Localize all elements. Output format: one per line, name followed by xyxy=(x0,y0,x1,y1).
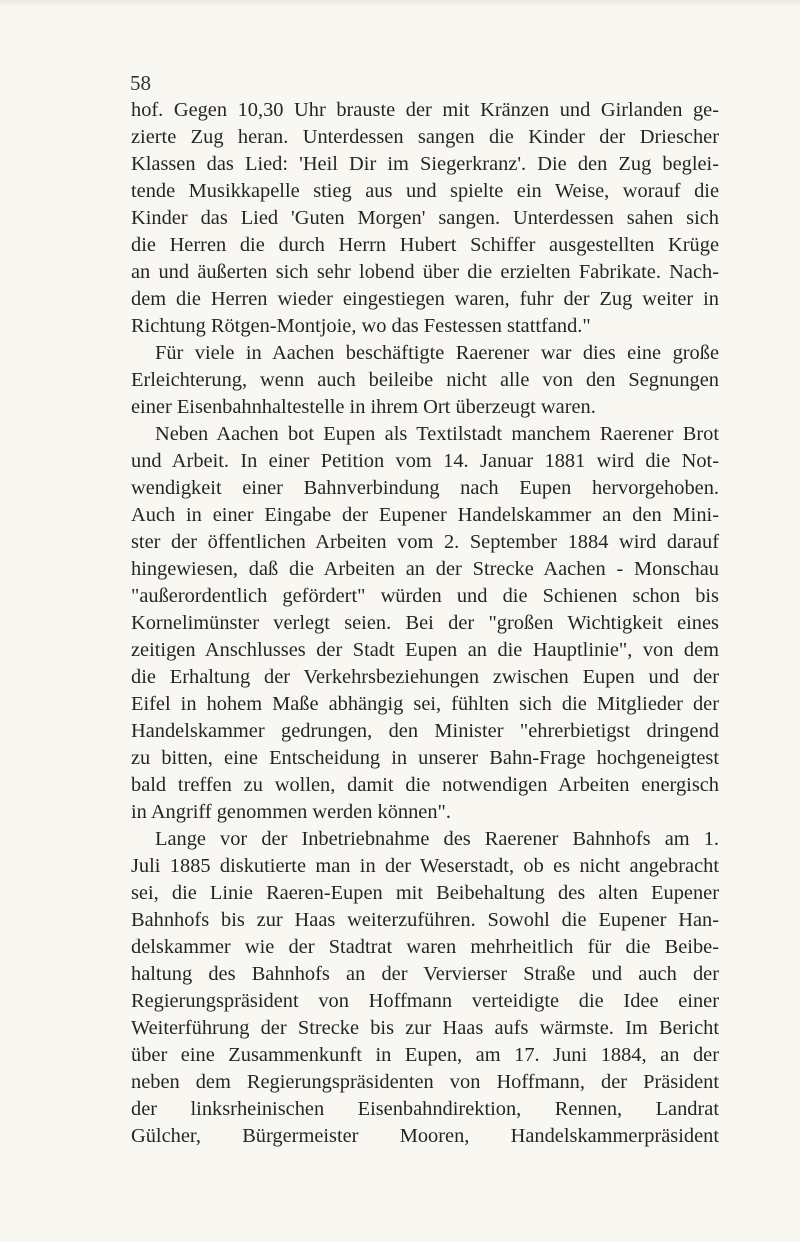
text-line: dem die Herren wieder eingestiegen waren, fuhr der Zug weiter in xyxy=(131,288,719,310)
text-line: Richtung Rötgen-Montjoie, wo das Festessen stattfand." xyxy=(131,315,591,337)
text-line: Klassen das Lied: 'Heil Dir im Siegerkranz'. Die den Zug beglei- xyxy=(131,153,719,175)
text-line: Weiterführung der Strecke bis zur Haas aufs wärmste. Im Bericht xyxy=(131,1017,719,1039)
text-line: hingewiesen, daß die Arbeiten an der Strecke Aachen - Monschau xyxy=(131,558,719,580)
text-line: neben dem Regierungspräsidenten von Hoffmann, der Präsident xyxy=(131,1071,719,1093)
text-line: Auch in einer Eingabe der Eupener Handelskammer an den Mini- xyxy=(131,504,719,526)
text-line: Für viele in Aachen beschäftigte Raerener war dies eine große xyxy=(155,342,719,364)
paragraph xyxy=(131,340,719,421)
text-line: zeitigen Anschlusses der Stadt Eupen an die Hauptlinie", von dem xyxy=(131,639,719,661)
paragraph xyxy=(131,97,719,340)
text-line: "außerordentlich gefördert" würden und die Schienen schon bis xyxy=(131,585,719,607)
text-line: haltung des Bahnhofs an der Vervierser Straße und auch der xyxy=(131,963,719,985)
text-line: Kornelimünster verlegt seien. Bei der "großen Wichtigkeit eines xyxy=(131,612,719,634)
text-line: über eine Zusammenkunft in Eupen, am 17. Juni 1884, an der xyxy=(131,1044,719,1066)
text-line: bald treffen zu wollen, damit die notwendigen Arbeiten energisch xyxy=(131,774,719,796)
text-line: Eifel in hohem Maße abhängig sei, fühlten sich die Mitglieder der xyxy=(131,693,719,715)
text-line: Regierungspräsident von Hoffmann verteidigte die Idee einer xyxy=(131,990,719,1012)
text-line: Lange vor der Inbetriebnahme des Raerener Bahnhofs am 1. xyxy=(155,828,719,850)
text-line: der linksrheinischen Eisenbahndirektion, Rennen, Landrat xyxy=(131,1098,719,1120)
page-number: 58 xyxy=(130,71,151,95)
text-line: die Erhaltung der Verkehrsbeziehungen zwischen Eupen und der xyxy=(131,666,719,688)
paragraph xyxy=(131,421,719,826)
text-line: zierte Zug heran. Unterdessen sangen die Kinder der Driescher xyxy=(131,126,719,148)
text-line: hof. Gegen 10,30 Uhr brauste der mit Kränzen und Girlanden ge- xyxy=(131,99,719,121)
text-line: Juli 1885 diskutierte man in der Weserstadt, ob es nicht angebracht xyxy=(131,855,719,877)
text-line: Erleichterung, wenn auch beileibe nicht alle von den Segnungen xyxy=(131,369,719,391)
text-line: einer Eisenbahnhaltestelle in ihrem Ort überzeugt waren. xyxy=(131,396,596,418)
text-line: wendigkeit einer Bahnverbindung nach Eupen hervorgehoben. xyxy=(131,477,719,499)
text-line: Handelskammer gedrungen, den Minister "ehrerbietigst dringend xyxy=(131,720,719,742)
text-line: die Herren die durch Herrn Hubert Schiffer ausgestellten Krüge xyxy=(131,234,719,256)
text-line: und Arbeit. In einer Petition vom 14. Januar 1881 wird die Not- xyxy=(131,450,719,472)
text-line: Gülcher, Bürgermeister Mooren, Handelskammerpräsident xyxy=(131,1125,719,1147)
paragraph xyxy=(131,826,719,1150)
text-line: zu bitten, eine Entscheidung in unserer Bahn-Frage hochgeneigtest xyxy=(131,747,719,769)
body-text xyxy=(131,97,719,1150)
text-line: in Angriff genommen werden können". xyxy=(131,801,451,823)
text-line: Bahnhofs bis zur Haas weiterzuführen. Sowohl die Eupener Han- xyxy=(131,909,719,931)
text-line: tende Musikkapelle stieg aus und spielte ein Weise, worauf die xyxy=(131,180,719,202)
text-line: delskammer wie der Stadtrat waren mehrheitlich für die Beibe- xyxy=(131,936,719,958)
text-line: Kinder das Lied 'Guten Morgen' sangen. Unterdessen sahen sich xyxy=(131,207,719,229)
text-line: an und äußerten sich sehr lobend über die erzielten Fabrikate. Nach- xyxy=(131,261,719,283)
text-line: Neben Aachen bot Eupen als Textilstadt manchem Raerener Brot xyxy=(155,423,719,445)
page-edge-shadow xyxy=(0,0,800,6)
text-line: sei, die Linie Raeren-Eupen mit Beibehaltung des alten Eupener xyxy=(131,882,719,904)
text-line: ster der öffentlichen Arbeiten vom 2. September 1884 wird darauf xyxy=(131,531,719,553)
